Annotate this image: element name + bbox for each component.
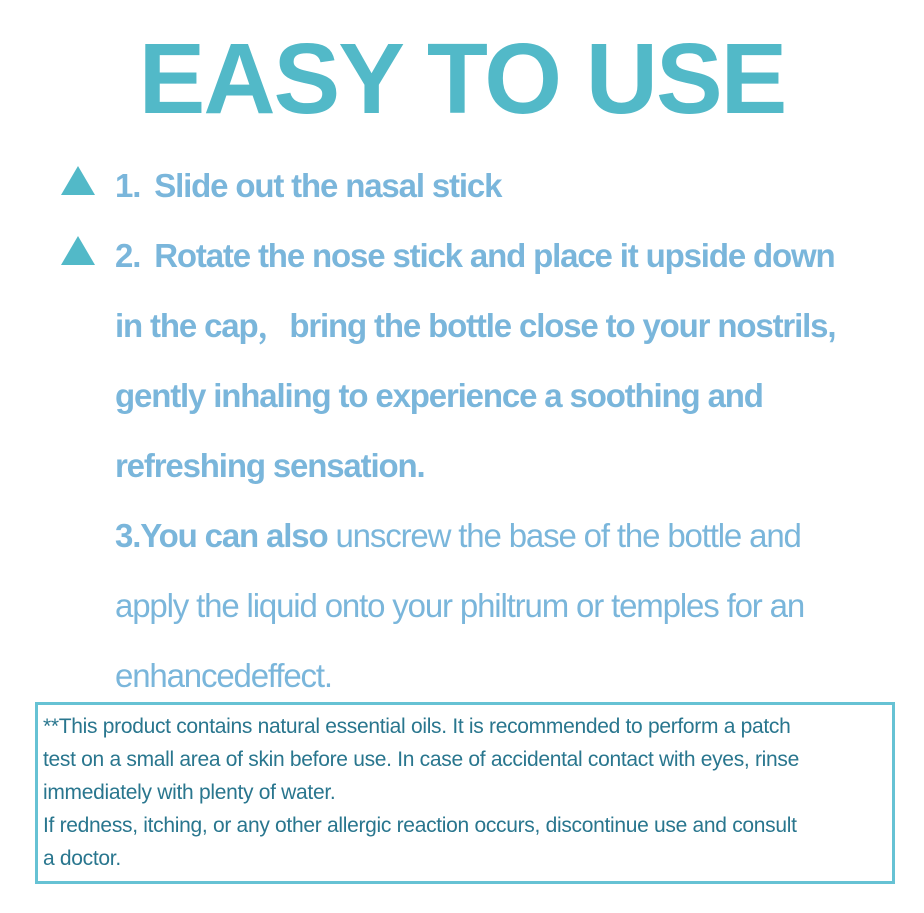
step-2-line-1	[115, 236, 835, 276]
step-2-line-3: gently inhaling to experience a soothing and	[115, 377, 763, 414]
warning-box	[35, 702, 895, 884]
triangle-bullet-icon	[61, 236, 95, 265]
warning-line-2: test on a small area of skin before use. In case of accidental contact with eyes, rinse	[43, 748, 799, 771]
step-3-text-1: unscrew the base of the bottle and	[327, 517, 801, 554]
step-3-line-3: enhancedeffect.	[115, 657, 332, 694]
step-1-line	[115, 166, 501, 206]
step-2-text-1: Rotate the nose stick and place it upside down	[154, 237, 835, 274]
warning-line-4: If redness, itching, or any other allergic reaction occurs, discontinue use and consult	[43, 814, 797, 837]
step-2-number: 2.	[115, 237, 141, 274]
step-2-line-4: refreshing sensation.	[115, 447, 425, 484]
step-3-lead: 3.You can also	[115, 517, 328, 554]
warning-line-5: a doctor.	[43, 847, 121, 870]
warning-line-3: immediately with plenty of water.	[43, 781, 336, 804]
step-1-text: Slide out the nasal stick	[154, 167, 502, 204]
triangle-bullet-icon	[61, 166, 95, 195]
page-title: EASY TO USE	[138, 23, 786, 135]
warning-line-1: **This product contains natural essential oils. It is recommended to perform a patch	[43, 715, 791, 738]
step-1-number: 1.	[115, 167, 141, 204]
step-3-line-2: apply the liquid onto your philtrum or temples for an	[115, 587, 805, 624]
step-2-line-2: in the cap，bring the bottle close to your nostrils,	[115, 307, 836, 344]
step-3-line-1	[115, 516, 801, 556]
